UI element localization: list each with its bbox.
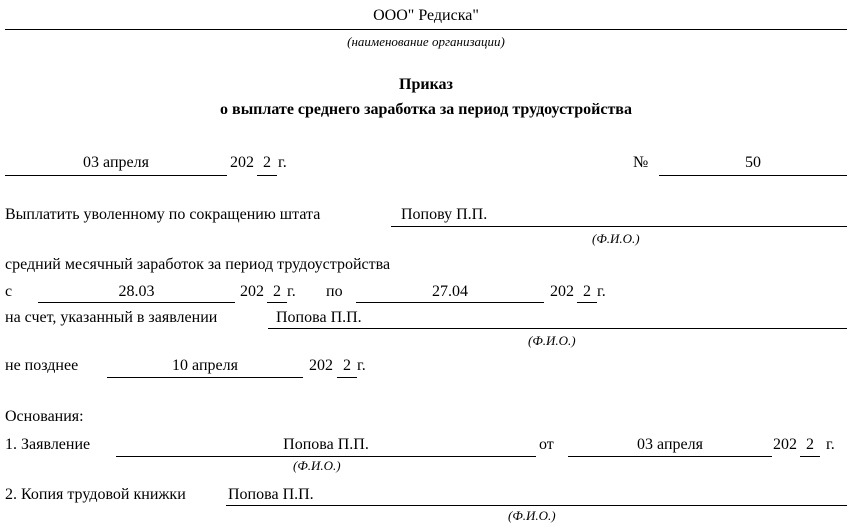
pay-recipient-caption: (Ф.И.О.) <box>592 231 640 246</box>
from-year-unit: г. <box>287 283 296 300</box>
deadline-year-suffix: 2 <box>343 357 351 374</box>
account-holder-underline <box>268 328 847 329</box>
grounds-heading: Основания: <box>5 408 84 425</box>
from-label: с <box>5 283 13 300</box>
deadline-year-prefix: 202 <box>309 357 333 374</box>
from-date: 28.03 <box>118 283 155 300</box>
pay-recipient-underline <box>391 226 847 227</box>
to-date: 27.04 <box>432 283 468 300</box>
to-year-suffix: 2 <box>583 283 591 300</box>
ground-1-caption: (Ф.И.О.) <box>293 458 341 473</box>
ground-1-date: 03 апреля <box>637 436 703 453</box>
order-year-prefix: 202 <box>230 154 254 171</box>
document-title: Приказ <box>399 76 453 93</box>
deadline-year-underline <box>337 377 357 378</box>
ground-1-year-suffix: 2 <box>806 436 814 453</box>
ground-1-label: 1. Заявление <box>5 436 91 453</box>
order-date-underline <box>5 175 227 176</box>
deadline-date: 10 апреля <box>172 357 238 374</box>
account-holder-caption: (Ф.И.О.) <box>528 333 576 348</box>
pay-recipient: Попову П.П. <box>401 206 488 223</box>
ground-1-year-prefix: 202 <box>773 436 797 453</box>
deadline-label: не позднее <box>5 357 79 374</box>
ground-1-from-label: от <box>539 436 554 453</box>
order-year-unit: г. <box>278 154 287 171</box>
to-year-unit: г. <box>597 283 606 300</box>
to-year-prefix: 202 <box>550 283 574 300</box>
ground-1-date-underline <box>568 456 772 457</box>
pay-label: Выплатить уволенному по сокращению штата <box>5 206 321 223</box>
from-year-prefix: 202 <box>240 283 264 300</box>
ground-2-name: Попова П.П. <box>228 486 314 503</box>
ground-2-label: 2. Копия трудовой книжки <box>5 486 186 503</box>
order-year-suffix: 2 <box>263 154 271 171</box>
from-year-underline <box>267 302 287 303</box>
from-date-underline <box>38 302 235 303</box>
ground-1-name-underline <box>116 456 536 457</box>
to-year-underline <box>577 302 597 303</box>
ground-1-year-unit: г. <box>826 436 835 453</box>
to-label: по <box>326 283 343 300</box>
ground-1-name: Попова П.П. <box>283 436 369 453</box>
from-year-suffix: 2 <box>273 283 281 300</box>
ground-2-name-underline <box>226 505 847 506</box>
organization-name: ООО" Редиска" <box>373 7 479 24</box>
ground-1-year-underline <box>800 456 820 457</box>
period-label: средний месячный заработок за период трудоустройства <box>5 256 391 273</box>
order-number-sign: № <box>633 154 649 171</box>
order-number: 50 <box>745 154 761 171</box>
organization-caption: (наименование организации) <box>347 34 505 49</box>
order-date: 03 апреля <box>83 154 149 171</box>
order-number-underline <box>659 175 847 176</box>
deadline-year-unit: г. <box>357 357 366 374</box>
ground-2-caption: (Ф.И.О.) <box>508 508 556 523</box>
to-date-underline <box>356 302 544 303</box>
order-year-underline <box>257 175 277 176</box>
document-subtitle: о выплате среднего заработка за период трудоустройства <box>220 101 632 118</box>
account-holder: Попова П.П. <box>276 309 362 326</box>
organization-underline <box>5 29 847 30</box>
account-label: на счет, указанный в заявлении <box>5 309 218 326</box>
deadline-date-underline <box>107 377 303 378</box>
